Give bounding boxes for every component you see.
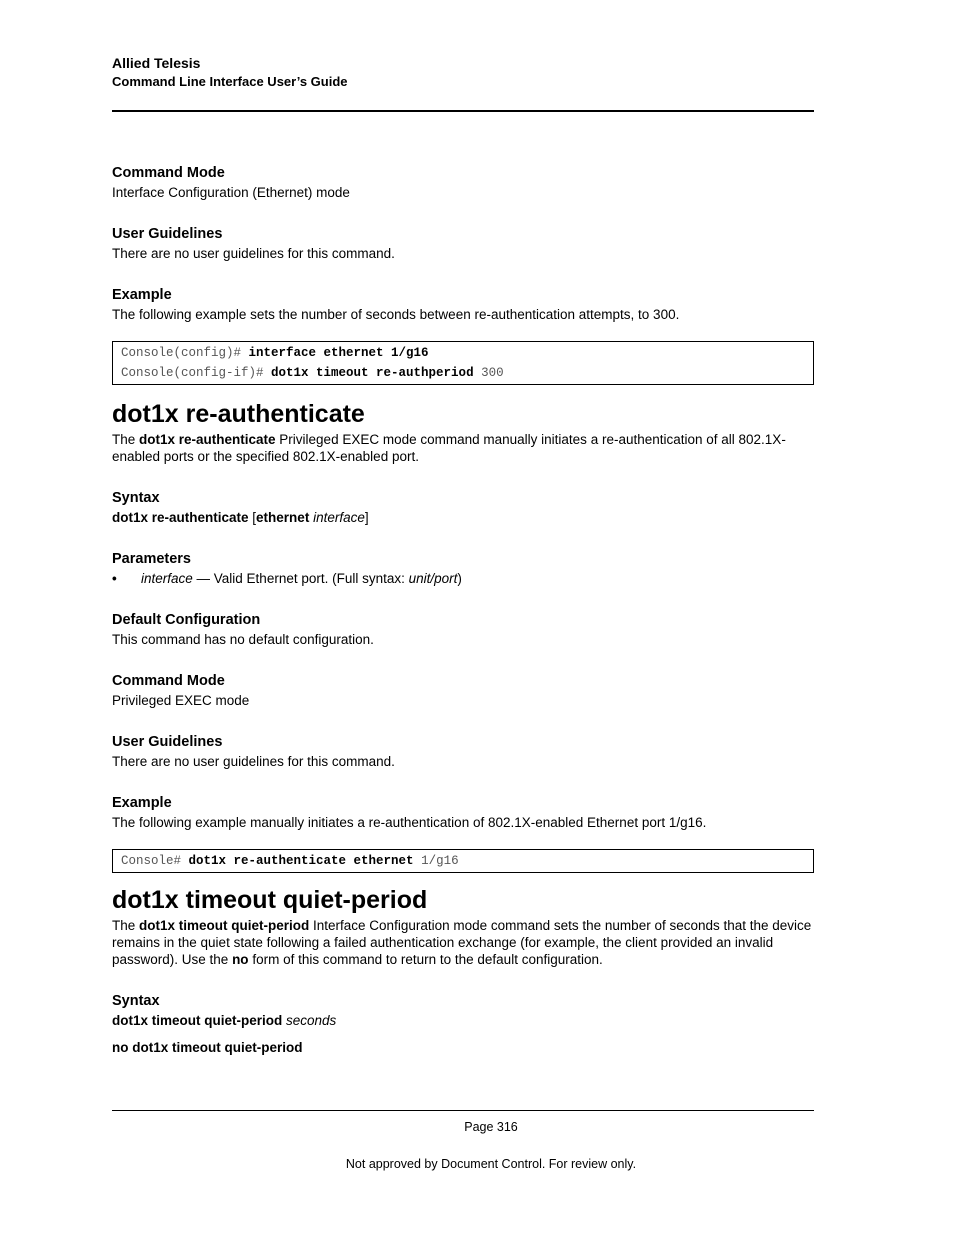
command-mode-heading: Command Mode [112,673,225,689]
syntax-line: dot1x re-authenticate [ethernet interface] [112,510,369,525]
example-text: The following example manually initiates a re-authentication of 802.1X-enabled Ethernet port 1/g16. [112,815,707,830]
parameter-text: interface — Valid Ethernet port. (Full syntax: unit/port) [141,571,462,586]
user-guidelines-text: There are no user guidelines for this command. [112,246,395,261]
reauthenticate-description: The dot1x re-authenticate Privileged EXEC mode command manually initiates a re-authentication of all 802.1X-enabled ports or the specified 802.1X-enabled port. [112,432,786,464]
user-guidelines-text: There are no user guidelines for this command. [112,754,395,769]
header-company: Allied Telesis [112,55,201,71]
no-syntax-line: no dot1x timeout quiet-period [112,1040,303,1055]
command-mode-text: Privileged EXEC mode [112,693,250,708]
code-prompt: Console# [121,854,189,868]
command-mode-text: Interface Configuration (Ethernet) mode [112,185,350,200]
code-prompt: Console(config-if)# [121,366,272,380]
code-line [121,343,805,363]
code-line [121,851,805,871]
bullet-icon: • [112,571,117,586]
example-heading: Example [112,795,172,811]
header-guide-title: Command Line Interface User’s Guide [112,74,348,89]
section-title-quiet-period: dot1x timeout quiet-period [112,886,428,914]
code-example-box [112,341,814,385]
parameters-heading: Parameters [112,551,191,567]
default-config-heading: Default Configuration [112,612,261,628]
page-number: Page 316 [464,1120,518,1134]
quiet-period-description: The dot1x timeout quiet-period Interface Configuration mode command sets the number of seconds that the device remains in the quiet state following a failed authentication exchange (for example, the client provided an invalid password). Use the no form of this command to return to the default configuration. [112,918,812,967]
parameter-item [112,570,814,587]
code-command: dot1x timeout re-authperiod [271,366,474,380]
default-config-text: This command has no default configuration. [112,632,374,647]
user-guidelines-heading: User Guidelines [112,734,223,750]
page-content [112,164,814,1056]
syntax-line: dot1x timeout quiet-period seconds [112,1013,337,1028]
code-command: dot1x re-authenticate ethernet [188,854,414,868]
code-prompt: Console(config)# [121,346,249,360]
syntax-heading: Syntax [112,993,160,1009]
document-page [112,0,814,1235]
section-title-reauthenticate: dot1x re-authenticate [112,400,365,428]
code-example-box [112,849,814,873]
code-argument: 1/g16 [413,854,459,868]
example-heading: Example [112,287,172,303]
example-text: The following example sets the number of seconds between re-authentication attempts, to 300. [112,307,680,322]
code-command: interface ethernet 1/g16 [248,346,429,360]
code-line [121,363,805,383]
header-rule [112,110,814,112]
syntax-heading: Syntax [112,490,160,506]
code-argument: 300 [473,366,504,380]
footer-rule [112,1110,814,1111]
user-guidelines-heading: User Guidelines [112,226,223,242]
review-note: Not approved by Document Control. For review only. [345,1157,637,1171]
command-mode-heading: Command Mode [112,165,225,181]
